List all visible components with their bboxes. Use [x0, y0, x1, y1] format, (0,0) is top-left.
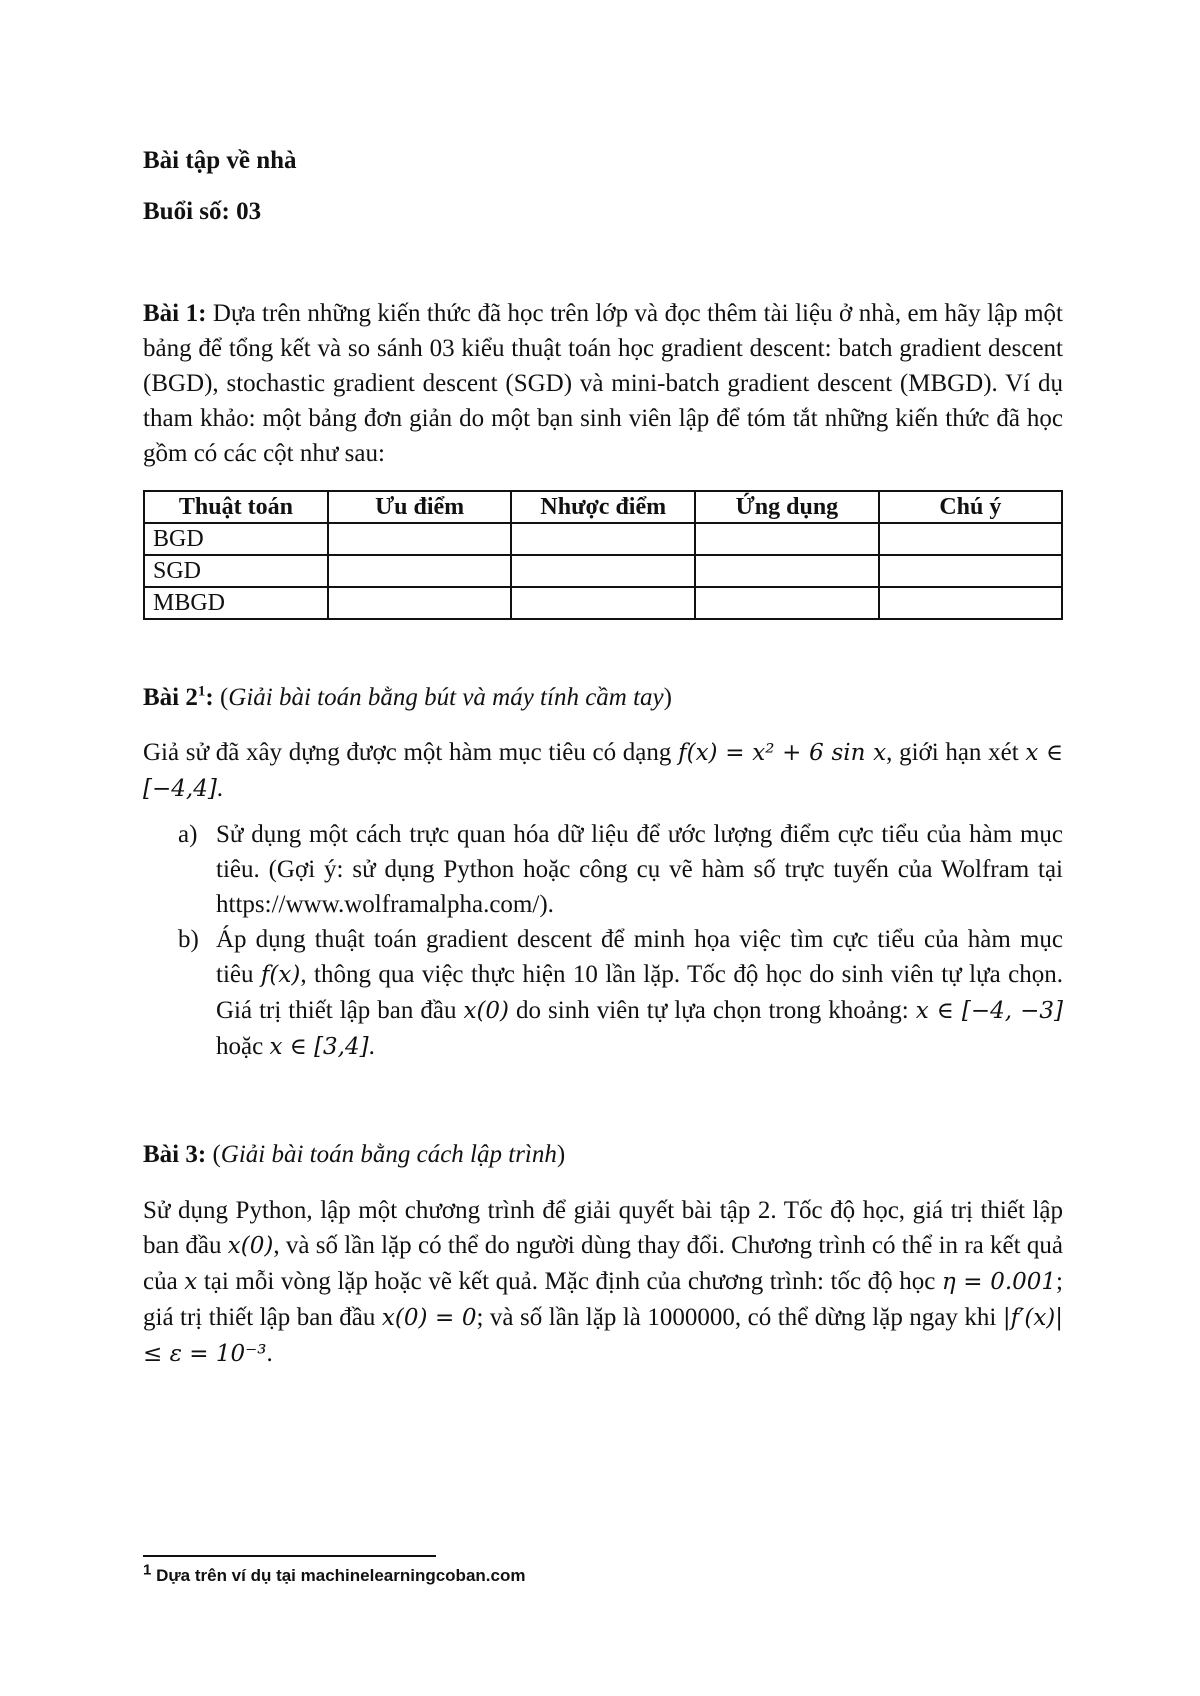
exercise-3-text	[143, 1193, 1063, 1372]
table-cell	[695, 523, 878, 555]
exercise-2-colon: :	[205, 684, 214, 711]
item-b-text: hoặc	[216, 1033, 270, 1060]
table-row	[144, 523, 1062, 555]
table-cell	[511, 555, 695, 587]
math-expression: f(x)	[260, 962, 301, 988]
intro-text: Giả sử đã xây dựng được một hàm mục tiêu có dạng	[143, 739, 679, 766]
exercise-1	[143, 296, 1063, 471]
item-marker-a: a)	[178, 821, 198, 848]
item-b-text: do sinh viên tự lựa chọn trong khoảng:	[509, 997, 916, 1024]
intro-text: , giới hạn xét	[886, 739, 1026, 766]
paragraph-text: ; và số lần lặp là 1000000, có thể dừng lặp ngay khi	[476, 1304, 1003, 1331]
list-item	[143, 817, 1063, 922]
exercise-1-text: Dựa trên những kiến thức đã học trên lớp và đọc thêm tài liệu ở nhà, em hãy lập một bảng để tổng kết và so sánh 03 kiểu thuật toán học gradient descent: batch gradient descent (BGD), stochastic gradient descent (SGD) và mini-batch gradient descent (MBGD). Ví dụ tham khảo: một bảng đơn giản do một bạn sinh viên lập để tóm tắt những kiến thức đã học gồm có các cột như sau:	[143, 300, 1063, 467]
intro-text: .	[216, 775, 224, 802]
document-title: Bài tập về nhà	[143, 147, 297, 174]
math-expression: |f′(x)| ≤ ε = 10⁻³	[143, 1305, 1064, 1367]
math-expression: x ∈ [3,4]	[269, 1034, 369, 1060]
math-expression: η = 0.001	[941, 1269, 1057, 1295]
footnote-text: Dựa trên ví dụ tại machinelearningcoban.com	[151, 1566, 526, 1585]
table-cell	[511, 523, 695, 555]
paragraph-text: tại mỗi vòng lặp hoặc vẽ kết quả. Mặc định của chương trình: tốc độ học	[197, 1268, 942, 1295]
math-expression: x ∈ [−4, −3]	[915, 998, 1064, 1024]
math-expression: x	[184, 1269, 198, 1295]
header-cons: Nhược điểm	[511, 491, 695, 523]
exercise-3-label: Bài 3:	[143, 1141, 207, 1168]
exercise-2-subtitle: Giải bài toán bằng bút và máy tính cầm tay	[228, 684, 664, 711]
table-cell	[328, 555, 511, 587]
math-expression: x(0)	[463, 998, 510, 1024]
table-row	[144, 555, 1062, 587]
paragraph-text: ; giá trị thiết lập ban đầu	[143, 1268, 1063, 1331]
footnote-divider	[143, 1555, 436, 1557]
table-cell	[695, 587, 878, 619]
paragraph-text: , và số lần lặp có thể do người dùng thay đổi. Chương trình có thể in ra kết quả của	[143, 1232, 1063, 1295]
table-cell	[328, 587, 511, 619]
footnote	[143, 1561, 526, 1586]
table-cell	[511, 587, 695, 619]
header-algorithm: Thuật toán	[144, 491, 328, 523]
table-row	[144, 587, 1062, 619]
table-cell	[879, 587, 1062, 619]
list-item	[143, 922, 1063, 1065]
row-label-bgd: BGD	[144, 523, 328, 555]
comparison-table	[143, 490, 1063, 620]
exercise-2-intro	[143, 735, 1063, 807]
exercise-3-subtitle: Giải bài toán bằng cách lập trình	[220, 1141, 557, 1168]
item-b-text: , thông qua việc thực hiện 10 lần lặp. Tốc độ học do sinh viên tự lựa chọn. Giá trị thiết lập ban đầu	[216, 961, 1063, 1024]
footnote-mark: 1	[143, 1561, 152, 1579]
header-applications: Ứng dụng	[695, 491, 878, 523]
table-cell	[879, 555, 1062, 587]
item-b-text: Áp dụng thuật toán gradient descent để minh họa việc tìm cực tiểu của hàm mục tiêu	[216, 926, 1063, 988]
exercise-2-heading: Bài $2^1$: (Giải bài toán bằng bút và máy tính cầm tay)	[143, 683, 672, 711]
row-label-sgd: SGD	[144, 555, 328, 587]
table-cell	[695, 555, 878, 587]
math-expression: x(0) = 0	[381, 1305, 477, 1331]
header-notes: Chú ý	[879, 491, 1062, 523]
item-marker-b: b)	[178, 926, 199, 953]
domain-interval: x ∈ [−4,4]	[143, 740, 1064, 802]
paragraph-text: Sử dụng Python, lập một chương trình để giải quyết bài tập 2. Tốc độ học, giá trị thiết lập ban đầu	[143, 1197, 1063, 1259]
table-cell	[879, 523, 1062, 555]
session-number: Buổi số: 03	[143, 198, 262, 225]
table-header-row	[144, 491, 1062, 523]
exercise-3-heading: Bài 3: (Giải bài toán bằng cách lập trình)	[143, 1141, 566, 1168]
math-expression: x(0)	[227, 1233, 274, 1259]
row-label-mbgd: MBGD	[144, 587, 328, 619]
item-b-text: .	[368, 1033, 375, 1060]
paragraph-text: .	[266, 1340, 273, 1367]
exercise-1-label: Bài 1:	[143, 300, 207, 327]
footnote-reference: 1	[197, 683, 206, 700]
table-cell	[328, 523, 511, 555]
objective-function: f(x) = x² + 6 sin x	[678, 740, 887, 766]
item-a-text: Sử dụng một cách trực quan hóa dữ liệu để ước lượng điểm cực tiểu của hàm mục tiêu. (Gợi ý: sử dụng Python hoặc công cụ vẽ hàm số trực tuyến của Wolfram tại https://www.wolframalpha.com/).	[216, 821, 1063, 918]
exercise-2-label: Bài 2	[143, 684, 198, 711]
exercise-2-subitems	[143, 817, 1063, 1065]
header-pros: Ưu điểm	[328, 491, 511, 523]
